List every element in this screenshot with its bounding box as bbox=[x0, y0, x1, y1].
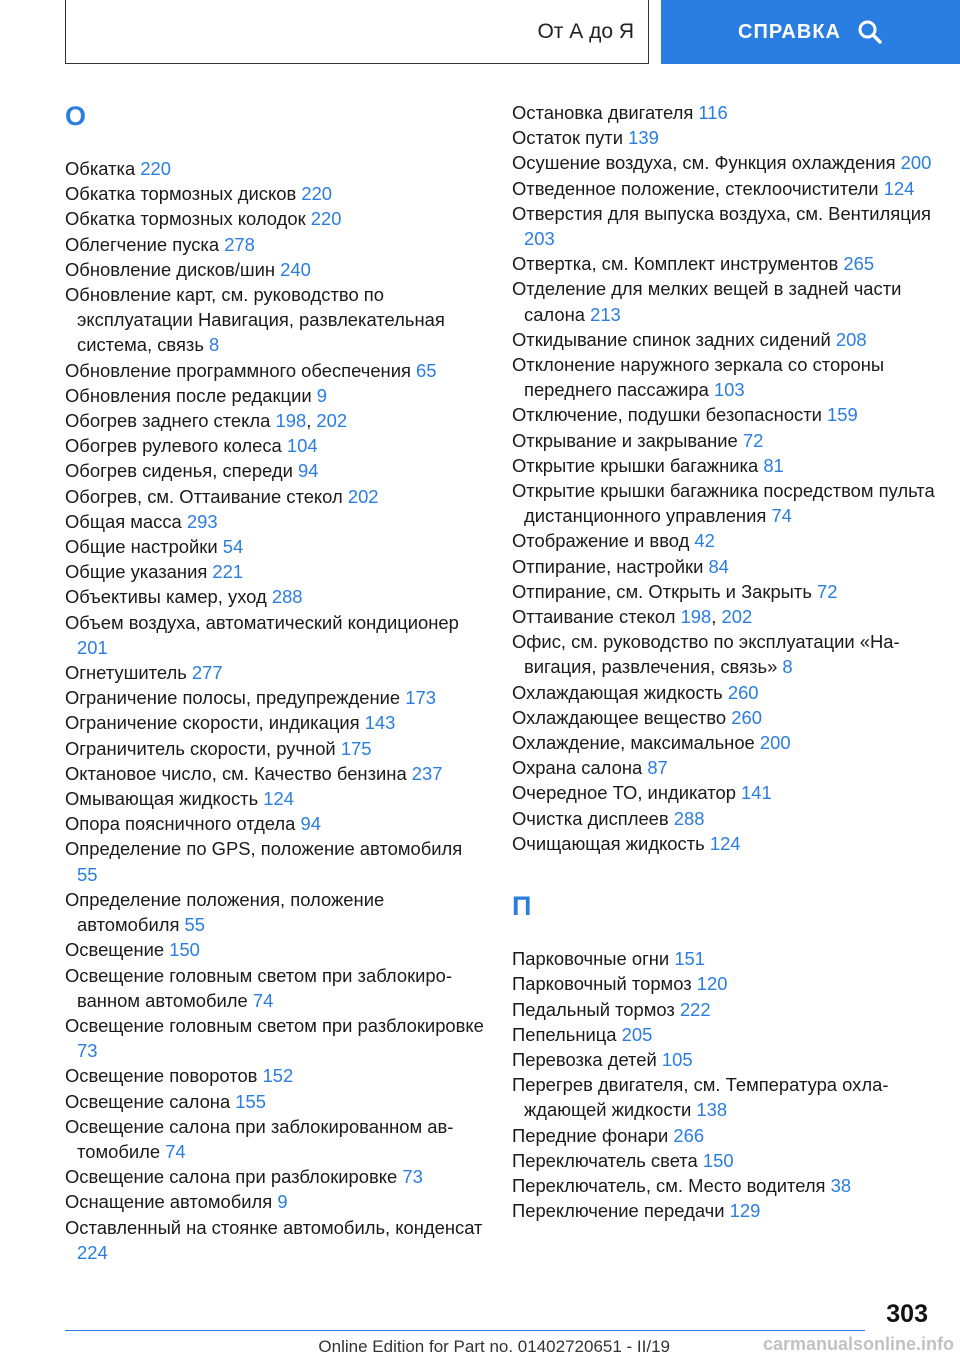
index-entry bbox=[65, 559, 485, 584]
index-entry-text: Педальный тормоз bbox=[512, 998, 680, 1020]
index-entry-text: Освещение салона bbox=[65, 1090, 236, 1112]
index-entry-text: Пепельница bbox=[512, 1023, 622, 1045]
index-entry bbox=[512, 579, 942, 604]
index-entry-text: Освещение поворотов bbox=[65, 1065, 263, 1087]
page-link[interactable]: 213 bbox=[590, 303, 621, 325]
page-link[interactable]: 278 bbox=[224, 233, 255, 255]
index-entry-text: Обновления после редакции bbox=[65, 384, 317, 406]
index-entry bbox=[65, 937, 485, 962]
index-entry-text: Обновление программного обеспечения bbox=[65, 359, 417, 381]
index-entry bbox=[512, 1173, 942, 1198]
page-link[interactable]: 198 bbox=[275, 410, 307, 432]
page-link[interactable]: 105 bbox=[661, 1048, 693, 1070]
index-entry-text: Обновление карт, см. руководство по эксплуатации Навигация, развлекательная система, связь bbox=[65, 284, 445, 356]
page-link[interactable]: 94 bbox=[300, 813, 321, 835]
page-link[interactable]: 240 bbox=[280, 258, 311, 280]
index-entry bbox=[65, 383, 485, 408]
index-entry: Оттаивание стекол 198, 202 bbox=[512, 606, 753, 628]
page-link[interactable]: 221 bbox=[212, 561, 244, 583]
index-entry bbox=[512, 554, 942, 579]
index-entry-text: Охлаждающее вещество bbox=[512, 706, 732, 728]
index-entry-text: Отображение и ввод bbox=[512, 530, 695, 552]
index-entry-text: Офис, см. руководство по эксплуатации «Навигация, развлечения, связь» bbox=[512, 631, 900, 678]
page-link[interactable]: 9 bbox=[277, 1191, 288, 1213]
page-link[interactable]: 124 bbox=[709, 832, 741, 854]
watermark: carmanualsonline.info bbox=[762, 1334, 954, 1354]
index-entry bbox=[65, 1114, 485, 1164]
page-link[interactable]: 54 bbox=[222, 536, 244, 558]
index-entry bbox=[512, 680, 942, 705]
page-link[interactable]: 116 bbox=[698, 102, 728, 123]
index-entry bbox=[65, 610, 485, 660]
page-link[interactable]: 220 bbox=[301, 183, 333, 205]
index-entry-text: Парковочные огни bbox=[512, 948, 675, 970]
page-link[interactable]: 143 bbox=[364, 712, 396, 734]
index-entry-text: Перегрев двигателя, см. Температура охлаждающей жидкости bbox=[512, 1074, 889, 1121]
page-link[interactable]: 8 bbox=[209, 334, 220, 356]
index-entry bbox=[65, 761, 485, 786]
index-entry-text: Открывание и закрывание bbox=[512, 429, 743, 451]
index-entry bbox=[65, 1164, 485, 1189]
page-link[interactable]: 152 bbox=[262, 1065, 294, 1087]
page-link[interactable]: 124 bbox=[883, 177, 915, 199]
index-entry-text: Охлаждение, максимальное bbox=[512, 732, 760, 754]
index-entry-text: Общая масса bbox=[65, 510, 187, 532]
index-entry-text: Объем воздуха, автоматический кондиционер bbox=[65, 611, 459, 633]
index-entry bbox=[512, 997, 942, 1022]
index-entry bbox=[65, 282, 485, 358]
page-link[interactable]: 266 bbox=[673, 1124, 705, 1146]
index-entry-text: Передние фонари bbox=[512, 1124, 674, 1146]
index-entry-text: Перевозка детей bbox=[512, 1048, 662, 1070]
page-link[interactable]: 65 bbox=[416, 359, 437, 381]
index-entry-text: Переключение передачи bbox=[512, 1200, 730, 1222]
index-entry-text: Отклонение наружного зеркала со стороны переднего пассажира bbox=[512, 354, 885, 401]
index-entry bbox=[65, 534, 485, 559]
index-entry-text: Облегчение пуска bbox=[65, 233, 225, 255]
page-link[interactable]: 55 bbox=[184, 914, 205, 936]
page-link[interactable]: 288 bbox=[271, 586, 303, 608]
index-entry bbox=[65, 887, 485, 937]
page-link[interactable]: 265 bbox=[843, 253, 875, 275]
page-link[interactable]: 155 bbox=[235, 1090, 266, 1112]
page-link[interactable]: 260 bbox=[731, 706, 762, 728]
index-entry bbox=[65, 458, 485, 483]
index-entry bbox=[65, 484, 485, 509]
index-entry bbox=[65, 232, 485, 257]
index-entry bbox=[512, 125, 942, 150]
index-entry-text: Обновление дисков/шин bbox=[65, 258, 281, 280]
page-link[interactable]: 73 bbox=[402, 1166, 423, 1188]
index-entry-text: Освещение bbox=[65, 939, 170, 961]
index-entry-text: Оттаивание стекол bbox=[512, 606, 681, 628]
index-entry-text: Отверстия для выпуска воздуха, см. Вентиляция bbox=[512, 202, 931, 224]
page-link[interactable]: 84 bbox=[708, 555, 729, 577]
page-link[interactable]: 173 bbox=[405, 687, 436, 709]
page-link[interactable]: 202 bbox=[316, 410, 348, 432]
index-entry bbox=[65, 1215, 485, 1265]
index-entry bbox=[512, 176, 942, 201]
index-entry bbox=[512, 629, 942, 679]
index-entry-text: Отвертка, см. Комплект инструментов bbox=[512, 253, 844, 275]
index-entry-text: Обогрев, см. Оттаивание стекол bbox=[65, 485, 348, 507]
index-column-left bbox=[65, 100, 485, 1265]
page-link[interactable]: 277 bbox=[191, 662, 223, 684]
index-entry bbox=[65, 685, 485, 710]
page-link[interactable]: 129 bbox=[729, 1200, 761, 1222]
index-entry bbox=[512, 1072, 942, 1122]
index-entry: Обогрев заднего стекла 198, 202 bbox=[65, 410, 348, 432]
index-entry bbox=[512, 478, 942, 528]
index-entry bbox=[512, 150, 942, 175]
page-link[interactable]: 202 bbox=[721, 606, 753, 628]
index-entry bbox=[65, 710, 485, 735]
index-entry-text: Открытие крышки багажника посредством пульта дистанционного управления bbox=[512, 480, 935, 527]
page-link[interactable]: 202 bbox=[347, 485, 379, 507]
index-entry bbox=[512, 201, 942, 251]
page-link[interactable]: 138 bbox=[696, 1099, 728, 1121]
page-link[interactable]: 104 bbox=[286, 435, 318, 457]
page-link[interactable]: 55 bbox=[77, 863, 98, 885]
index-entry-text: Определение положения, положение автомобиля bbox=[65, 888, 385, 936]
index-entry bbox=[65, 257, 485, 282]
index-entry-text: Остаток пути bbox=[512, 127, 629, 149]
index-entry bbox=[512, 1198, 942, 1223]
index-column-right bbox=[512, 100, 942, 1223]
page-link[interactable]: 208 bbox=[835, 328, 867, 350]
page-link[interactable]: 222 bbox=[679, 998, 711, 1020]
index-entry-text: Обогрев рулевого колеса bbox=[65, 435, 287, 457]
page-link[interactable]: 205 bbox=[621, 1023, 653, 1045]
page-link[interactable]: 150 bbox=[702, 1149, 734, 1171]
page-link[interactable]: 94 bbox=[298, 460, 319, 482]
index-entry-text: Охлаждающая жидкость bbox=[512, 681, 728, 703]
index-entry-text: Отключение, подушки безопасности bbox=[512, 404, 828, 426]
index-entry-text: Освещение салона при разблокировке bbox=[65, 1166, 403, 1188]
page-link[interactable]: 73 bbox=[77, 1040, 98, 1062]
help-tab-label: СПРАВКА bbox=[738, 20, 841, 43]
page-link[interactable]: 9 bbox=[316, 384, 327, 406]
index-entry bbox=[65, 206, 485, 231]
index-entry-text: Обкатка тормозных дисков bbox=[65, 183, 302, 205]
index-entry-text: Остановка двигателя bbox=[512, 102, 699, 123]
page-link[interactable]: 224 bbox=[77, 1241, 108, 1263]
index-entry-text: Обкатка bbox=[65, 158, 141, 179]
page-link[interactable]: 8 bbox=[782, 656, 793, 678]
index-entry-text: Оставленный на стоянке автомобиль, конденсат bbox=[65, 1216, 483, 1238]
page-link[interactable]: 198 bbox=[680, 606, 712, 628]
page-link[interactable]: 38 bbox=[830, 1174, 852, 1196]
index-entry bbox=[512, 251, 942, 276]
page-link[interactable]: 120 bbox=[696, 973, 728, 995]
index-entry-text: Омывающая жидкость bbox=[65, 788, 264, 810]
index-entry bbox=[512, 276, 942, 326]
page-link[interactable]: 124 bbox=[263, 788, 294, 810]
index-entry bbox=[512, 402, 942, 427]
index-entry bbox=[512, 100, 942, 125]
index-entry-text: Оснащение автомобиля bbox=[65, 1191, 278, 1213]
page-link[interactable]: 151 bbox=[674, 948, 705, 970]
page-link[interactable]: 139 bbox=[628, 127, 659, 149]
index-entry bbox=[65, 1063, 485, 1088]
index-entry-text: Огнетушитель bbox=[65, 662, 192, 684]
index-entry-text: Ограничение скорости, индикация bbox=[65, 712, 365, 734]
page-link[interactable]: 74 bbox=[771, 505, 792, 527]
index-entry-text: Охрана салона bbox=[512, 757, 648, 779]
page-link[interactable]: 220 bbox=[310, 208, 342, 230]
index-entry-text: Общие указания bbox=[65, 561, 213, 583]
page-link[interactable]: 74 bbox=[165, 1140, 186, 1162]
page-link[interactable]: 237 bbox=[411, 762, 443, 784]
index-entry-text: Очищающая жидкость bbox=[512, 832, 710, 854]
page-link[interactable]: 220 bbox=[140, 158, 172, 179]
page-link[interactable]: 200 bbox=[900, 152, 932, 174]
index-entry bbox=[512, 352, 942, 402]
index-entry bbox=[512, 1022, 942, 1047]
index-entry bbox=[65, 1089, 485, 1114]
index-entry bbox=[65, 736, 485, 761]
index-entry bbox=[65, 358, 485, 383]
index-entry-text: Открытие крышки багажника bbox=[512, 454, 764, 476]
index-entry bbox=[512, 428, 942, 453]
index-entry bbox=[512, 528, 942, 553]
az-tab-label: От А до Я bbox=[537, 19, 634, 43]
index-entry bbox=[512, 946, 942, 971]
page-link[interactable]: 72 bbox=[742, 429, 764, 451]
index-entry-text: Определение по GPS, положение автомобиля bbox=[65, 838, 463, 860]
index-entry-text: Освещение головным светом при заблокированном автомобиле bbox=[65, 964, 452, 1011]
index-entry-text: Общие настройки bbox=[65, 536, 223, 558]
footer-rule bbox=[65, 1330, 865, 1331]
page-link[interactable]: 42 bbox=[694, 530, 715, 552]
az-tab[interactable] bbox=[65, 0, 649, 64]
index-entry-text: Обогрев заднего стекла bbox=[65, 410, 276, 432]
index-entry bbox=[65, 963, 485, 1013]
index-entry-text: Октановое число, см. Качество бензина bbox=[65, 762, 412, 784]
index-entry-text: Ограничение полосы, предупреждение bbox=[65, 687, 406, 709]
index-entry-text: Парковочный тормоз bbox=[512, 973, 697, 995]
index-entry bbox=[65, 1013, 485, 1063]
index-entry bbox=[512, 755, 942, 780]
page-link[interactable]: 72 bbox=[817, 580, 838, 602]
section-letter: О bbox=[65, 101, 87, 131]
footer-text: Online Edition for Part no. 01402720651 - II/19 bbox=[318, 1337, 670, 1356]
page-link[interactable]: 288 bbox=[673, 807, 705, 829]
index-entry-text: Отпирание, настройки bbox=[512, 555, 709, 577]
page-link[interactable]: 150 bbox=[169, 939, 200, 961]
index-entry-text: Ограничитель скорости, ручной bbox=[65, 737, 341, 759]
index-entry bbox=[65, 181, 485, 206]
page-link[interactable]: 175 bbox=[340, 737, 372, 759]
index-entry bbox=[512, 453, 942, 478]
index-entry-text: Освещение головным светом при разблокировке bbox=[65, 1014, 484, 1036]
help-tab[interactable] bbox=[661, 0, 960, 64]
index-entry-text: Отделение для мелких вещей в задней части салона bbox=[512, 278, 902, 325]
index-entry bbox=[65, 660, 485, 685]
page-link[interactable]: 81 bbox=[763, 454, 784, 476]
page-number: 303 bbox=[886, 1300, 928, 1328]
index-entry bbox=[512, 1123, 942, 1148]
index-entry-text: Обкатка тормозных колодок bbox=[65, 208, 311, 230]
page-link[interactable]: 141 bbox=[741, 782, 772, 804]
index-entry bbox=[512, 831, 942, 856]
index-entry bbox=[512, 971, 942, 996]
index-entry-text: Переключатель, см. Место водителя bbox=[512, 1174, 831, 1196]
page-link[interactable]: 200 bbox=[759, 732, 791, 754]
page-link[interactable]: 87 bbox=[647, 757, 668, 779]
page-link[interactable]: 159 bbox=[827, 404, 858, 426]
index-entry bbox=[65, 156, 485, 181]
index-entry bbox=[65, 509, 485, 534]
index-entry-text: Объективы камер, уход bbox=[65, 586, 272, 608]
index-entry bbox=[512, 730, 942, 755]
page-link[interactable]: 260 bbox=[727, 681, 759, 703]
index-entry bbox=[65, 584, 485, 609]
page-link[interactable]: 201 bbox=[77, 636, 108, 658]
index-entry bbox=[65, 786, 485, 811]
index-entry bbox=[65, 433, 485, 458]
index-entry-text: Отведенное положение, стеклоочистители bbox=[512, 177, 884, 199]
index-entry bbox=[65, 811, 485, 836]
index-entry bbox=[512, 806, 942, 831]
index-entry-text: Освещение салона при заблокированном автомобиле bbox=[65, 1115, 454, 1162]
index-entry bbox=[65, 836, 485, 886]
page-link[interactable]: 203 bbox=[524, 228, 555, 250]
search-icon[interactable] bbox=[857, 19, 883, 45]
index-entry-text: Опора поясничного отдела bbox=[65, 813, 301, 835]
section-letter: П bbox=[512, 891, 532, 922]
index-entry bbox=[512, 327, 942, 352]
index-entry bbox=[512, 1047, 942, 1072]
index-entry-text: Очистка дисплеев bbox=[512, 807, 674, 829]
index-entry-text: Осушение воздуха, см. Функция охлаждения bbox=[512, 152, 901, 174]
index-entry-text: Отпирание, см. Открыть и Закрыть bbox=[512, 580, 818, 602]
index-entry bbox=[65, 1189, 485, 1214]
index-entry-text: Откидывание спинок задних сидений bbox=[512, 328, 836, 350]
page-link[interactable]: 103 bbox=[713, 379, 745, 401]
index-entry bbox=[512, 705, 942, 730]
index-entry-text: Обогрев сиденья, спереди bbox=[65, 460, 298, 482]
index-entry bbox=[512, 780, 942, 805]
page-link[interactable]: 74 bbox=[252, 989, 274, 1011]
page-link[interactable]: 293 bbox=[186, 510, 218, 532]
index-entry-text: Очередное ТО, индикатор bbox=[512, 782, 742, 804]
index-entry-text: Переключатель света bbox=[512, 1149, 703, 1171]
index-entry bbox=[512, 1148, 942, 1173]
